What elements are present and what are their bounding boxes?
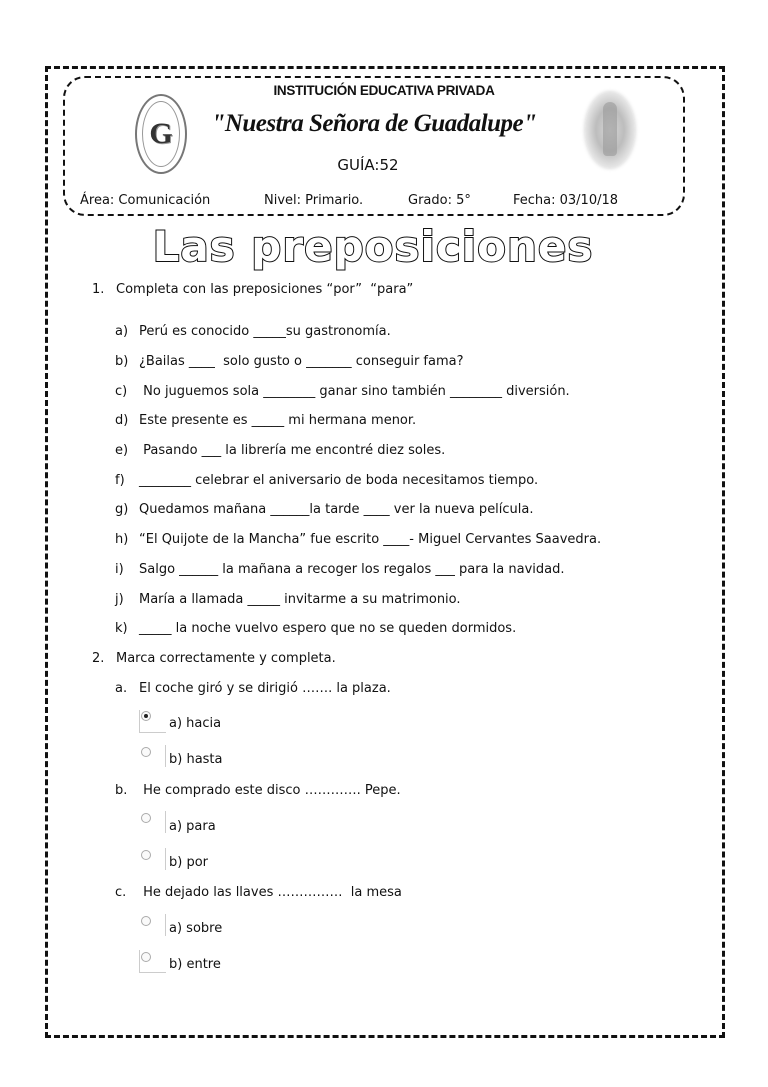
question-label: a. xyxy=(115,681,128,696)
radio-frame xyxy=(139,710,166,733)
radio-option-sobre[interactable] xyxy=(141,916,151,926)
option-label: a) sobre xyxy=(169,921,223,936)
option-label: b) entre xyxy=(169,957,221,972)
list-item: María a llamada _____ invitarme a su matrimonio. xyxy=(139,592,461,607)
list-item-label: i) xyxy=(115,562,124,577)
level-label: Nivel: Primario. xyxy=(264,193,364,208)
option-label: a) para xyxy=(169,819,216,834)
list-item-label: h) xyxy=(115,532,129,547)
radio-option-para[interactable] xyxy=(141,813,151,823)
question-label: c. xyxy=(115,885,127,900)
option-label: b) por xyxy=(169,855,209,870)
option-label: a) hacia xyxy=(169,716,222,731)
list-item-label: e) xyxy=(115,443,129,458)
list-item-label: f) xyxy=(115,473,125,488)
list-item-label: d) xyxy=(115,413,129,428)
question-text: He dejado las llaves …………… la mesa xyxy=(139,885,402,900)
list-item: _____ la noche vuelvo espero que no se queden dormidos. xyxy=(139,621,517,636)
radio-frame xyxy=(165,811,166,833)
list-item: Pasando ___ la librería me encontré diez soles. xyxy=(139,443,446,458)
area-label: Área: Comunicación xyxy=(80,193,211,208)
section1-number: 1. xyxy=(92,282,105,297)
radio-frame xyxy=(165,745,166,767)
guide-number: GUÍA:52 xyxy=(337,156,399,174)
section2-number: 2. xyxy=(92,651,105,666)
list-item: Este presente es _____ mi hermana menor. xyxy=(139,413,417,428)
radio-frame xyxy=(139,950,166,973)
list-item: ¿Bailas ____ solo gusto o _______ conseguir fama? xyxy=(139,354,464,369)
institution-type: INSTITUCIÓN EDUCATIVA PRIVADA xyxy=(273,83,495,98)
list-item-label: g) xyxy=(115,502,129,517)
radio-frame xyxy=(165,914,166,936)
question-text: El coche giró y se dirigió ……. la plaza. xyxy=(139,681,391,696)
list-item: Perú es conocido _____su gastronomía. xyxy=(139,324,391,339)
section2-instruction: Marca correctamente y completa. xyxy=(116,651,336,666)
list-item-label: c) xyxy=(115,384,128,399)
list-item-label: a) xyxy=(115,324,129,339)
radio-option-por[interactable] xyxy=(141,850,151,860)
list-item: Quedamos mañana ______la tarde ____ ver la nueva película. xyxy=(139,502,534,517)
question-label: b. xyxy=(115,783,128,798)
option-label: b) hasta xyxy=(169,752,223,767)
question-text: He comprado este disco …………. Pepe. xyxy=(139,783,401,798)
list-item-label: j) xyxy=(115,592,124,607)
list-item-label: k) xyxy=(115,621,128,636)
page-title: Las preposiciones xyxy=(152,222,594,271)
radio-frame xyxy=(165,848,166,870)
section1-instruction: Completa con las preposiciones “por” “para” xyxy=(116,282,414,297)
seal-letter: G xyxy=(149,117,173,150)
date-label: Fecha: 03/10/18 xyxy=(513,193,619,208)
list-item: Salgo ______ la mañana a recoger los regalos ___ para la navidad. xyxy=(139,562,565,577)
grade-label: Grado: 5° xyxy=(408,193,471,208)
list-item: No juguemos sola ________ ganar sino también ________ diversión. xyxy=(139,384,570,399)
list-item: “El Quijote de la Mancha” fue escrito ____- Miguel Cervantes Saavedra. xyxy=(139,532,602,547)
school-name: "Nuestra Señora de Guadalupe" xyxy=(211,110,537,137)
radio-option-hasta[interactable] xyxy=(141,747,151,757)
list-item-label: b) xyxy=(115,354,129,369)
list-item: ________ celebrar el aniversario de boda necesitamos tiempo. xyxy=(139,473,539,488)
